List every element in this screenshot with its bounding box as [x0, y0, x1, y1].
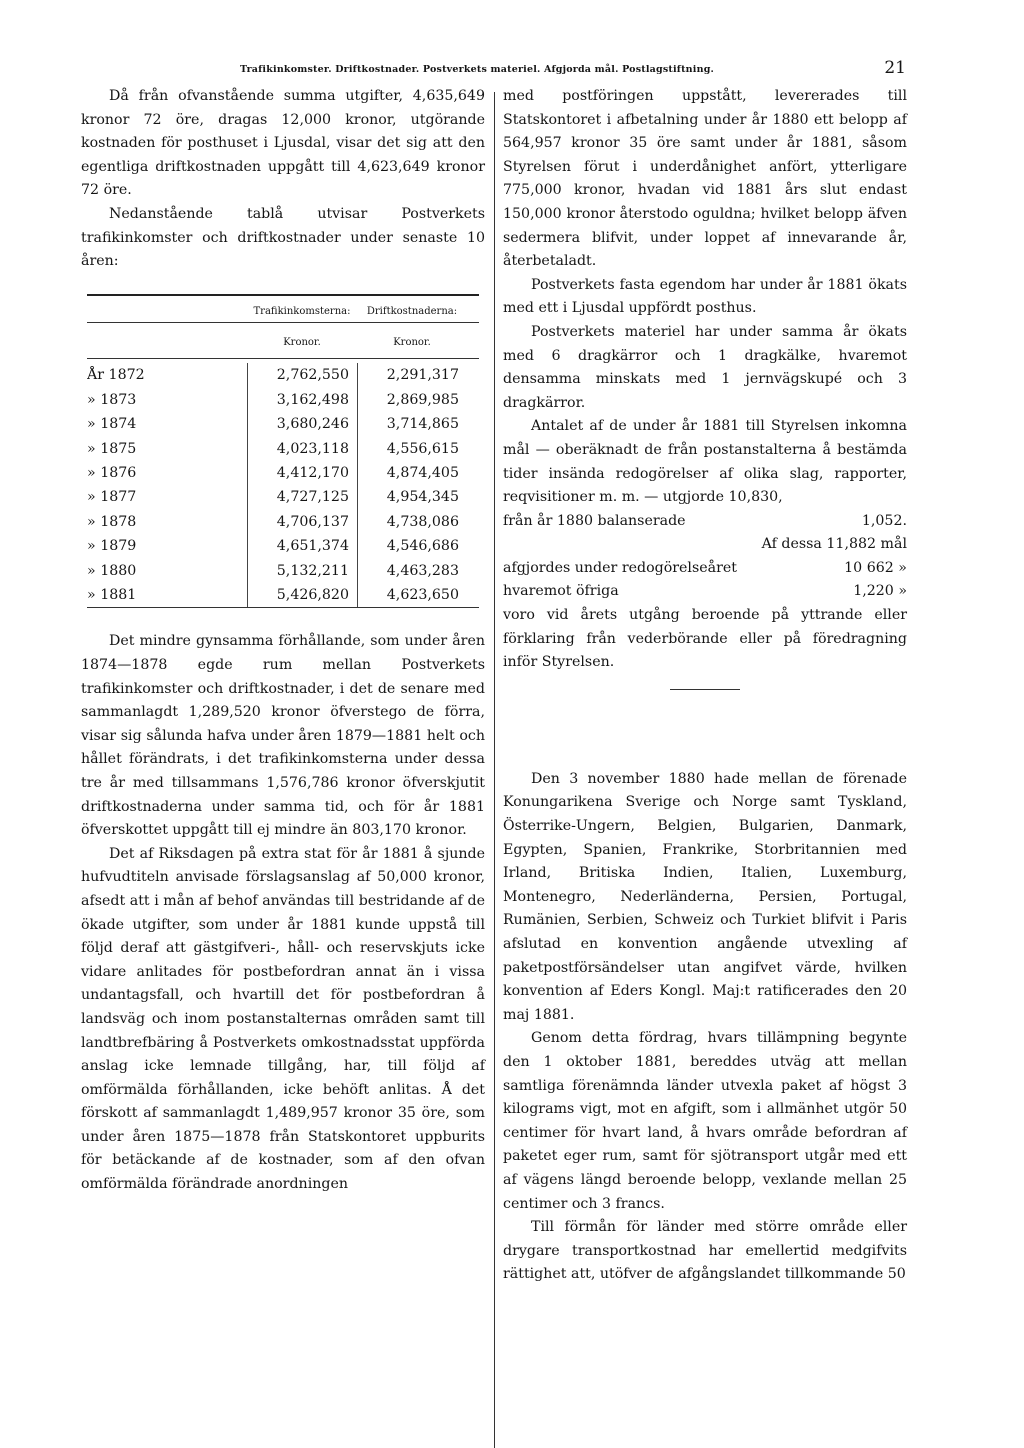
ledger-value: 1,052. [861, 512, 907, 529]
row-income: 4,023,118 [247, 437, 357, 461]
table-row [87, 461, 479, 485]
income-cost-table [87, 294, 479, 609]
row-income: 2,762,550 [247, 363, 357, 387]
row-cost: 4,874,405 [357, 461, 467, 485]
ledger-value: 10 662 » [844, 559, 907, 576]
table-row [87, 437, 479, 461]
row-year: » 1878 [87, 513, 137, 530]
row-cost: 4,546,686 [357, 534, 467, 558]
row-year: År 1872 [87, 367, 145, 384]
paragraph: Det mindre gynsamma förhållande, som under åren 1874—1878 egde rum mellan Postverkets trafikinkomster och driftkostnader, i det de senare med sammanlagdt 1,289,520 kronor öfverstego de förra, visar sig sålunda hafva under åren 1879—1881 helt och hållet förändrats, i det trafikinkomsterna under dessa tre år med tillsammans 1,576,786 kronor öfverskjutit driftkostnaderna under samma tid, och för år 1881 öfverskottet uppgått till ej mindre än 803,170 kronor. [81, 633, 485, 839]
table-body [87, 363, 479, 607]
table-row [87, 485, 479, 509]
paragraph: med postföringen uppstått, levererades till Statskontoret i afbetalning under år 1880 ett belopp af 564,957 kronor 35 öre samt under år 1881, såsom Styrelsen förut i underdånighet anfört, ytterligare 775,000 kronor, hvadan vid 1881 års slut endast 150,000 kronor återstodo oguldna; hvilket belopp äfven sedermera blifvit, under loppet af innevarande år, återbetaladt. [503, 88, 907, 270]
row-cost: 4,623,650 [357, 583, 467, 607]
paragraph: Genom detta fördrag, hvars tillämpning begynte den 1 oktober 1881, bereddes utväg att mellan samtliga förenämnda länder utvexla paket af högst 3 kilograms vigt, mot en afgift, som i allmänhet utgör 50 centimer för hvart land, å hvars område befordran af paketet eger rum, samt för sjötransport utgår med ett af vägens längd beroende belopp, vexlande mellan 25 centimer och 3 francs. [503, 1030, 907, 1212]
column-header-cost: Driftkostnaderna: [366, 305, 458, 317]
ledger-line [503, 533, 907, 557]
paragraph: Då från ofvanstående summa utgifter, 4,635,649 kronor 72 öre, dragas 12,000 kronor, utgörande kostnaden för posthuset i Ljusdal, visar det sig att den egentliga driftkostnaden uppgått till 4,623,649 kronor 72 öre. [81, 88, 485, 199]
row-income: 3,680,246 [247, 412, 357, 436]
row-cost: 2,869,985 [357, 388, 467, 412]
row-year: » 1879 [87, 538, 137, 555]
ledger-label: afgjordes under redogörelseåret [503, 559, 737, 576]
table-header [87, 296, 479, 323]
row-year: » 1877 [87, 489, 137, 506]
table-row [87, 412, 479, 436]
table-units [87, 323, 479, 360]
table-row [87, 510, 479, 534]
ledger-line [503, 510, 907, 534]
row-year: » 1881 [87, 587, 137, 603]
table-row [87, 534, 479, 558]
unit-cost: Kronor. [393, 336, 431, 348]
right-column [503, 85, 907, 1287]
row-year: » 1875 [87, 440, 137, 457]
paragraph: Antalet af de under år 1881 till Styrelsen inkomna mål — oberäknadt de från postanstalterna å bestämda tider insända redogörelser af olika slag, rapporter, reqvisitioner m. m. — utgjorde 10,830, [503, 418, 907, 506]
paragraph: Postverkets materiel har under samma år ökats med 6 dragkärror och 1 dragkälke, hvaremot densamma minskats med 1 jernvägskupé och 3 dragkärror. [503, 323, 907, 411]
unit-income: Kronor. [283, 336, 321, 348]
left-column [81, 85, 485, 1197]
column-header-income: Trafikinkomsterna: [253, 305, 351, 317]
row-year: » 1876 [87, 464, 137, 481]
paragraph: Det af Riksdagen på extra stat för år 1881 å sjunde hufvudtiteln anvisade förslagsanslag af 50,000 kronor, afsedt att i mån af behof användas till bestridande af de ökade utgifter, som under år 1881 kunde uppstå till följd deraf att gästgifveri-, håll- och reservskjuts icke vidare anlitades för postbefordran annat än i vissa undantagsfall, och hvartill det för postbefordran å landsväg och inom postanstalternas områden samt till landtbrefbäring å Postverkets omkostnadsstat uppförda anslag icke lemnade tillgång, har, till följd af omförmälda förhållanden, icke behöft anlitas. Å det förskott af sammanlagdt 1,489,957 kronor 35 öre, som under åren 1875—1878 från Statskontoret uppburits för betäckande af de kostnader, som af den ofvan omförmälda förändrade anordningen [81, 845, 485, 1193]
row-cost: 4,556,615 [357, 437, 467, 461]
table-row [87, 559, 479, 583]
paragraph: Postverkets fasta egendom har under år 1881 ökats med ett i Ljusdal uppfördt posthus. [503, 276, 907, 317]
row-income: 5,426,820 [247, 583, 357, 607]
row-income: 4,412,170 [247, 461, 357, 485]
row-cost: 3,714,865 [357, 412, 467, 436]
section-separator [670, 689, 740, 690]
row-income: 3,162,498 [247, 388, 357, 412]
page-number: 21 [884, 58, 906, 78]
running-header: Trafikinkomster. Driftkostnader. Postverkets materiel. Afgjorda mål. Postlagstiftning. [240, 64, 715, 75]
row-cost: 4,954,345 [357, 485, 467, 509]
row-cost: 4,738,086 [357, 510, 467, 534]
row-income: 4,727,125 [247, 485, 357, 509]
row-cost: 2,291,317 [357, 363, 467, 387]
row-income: 5,132,211 [247, 559, 357, 583]
row-year: » 1873 [87, 391, 137, 408]
table-row [87, 363, 479, 387]
paragraph: Den 3 november 1880 hade mellan de förenade Konungarikena Sverige och Norge samt Tyskland, Österrike-Ungern, Belgien, Bulgarien, Danmark, Egypten, Spanien, Frankrike, Storbritannien med Irland, Britiska Indien, Italien, Luxemburg, Montenegro, Nederländerna, Persien, Portugal, Rumänien, Serbien, Schweiz och Turkiet blifvit i Paris afslutad en konvention angående utvexling af paketpostförsändelser utan angifvet värde, hvilken konvention af Eders Kongl. Maj:t ratificerades den 20 maj 1881. [503, 770, 907, 1023]
row-cost: 4,463,283 [357, 559, 467, 583]
ledger-label: hvaremot öfriga [503, 583, 619, 600]
paragraph: voro vid årets utgång beroende på yttrande eller förklaring från vederbörande eller på föredragning inför Styrelsen. [503, 607, 907, 671]
row-income: 4,706,137 [247, 510, 357, 534]
table-row [87, 388, 479, 412]
ledger-total: Af dessa 11,882 mål [761, 536, 907, 553]
row-year: » 1880 [87, 562, 137, 579]
ledger-line [503, 557, 907, 581]
row-income: 4,651,374 [247, 534, 357, 558]
ledger-value: 1,220 » [853, 583, 907, 600]
paragraph: Till förmån för länder med större område eller drygare transportkostnad har emellertid medgifvits rättighet att, utöfver de afgångslandet tillkommande 50 [503, 1219, 907, 1283]
ledger-line [503, 580, 907, 604]
table-row [87, 583, 479, 607]
column-divider [494, 92, 495, 1448]
paragraph: Nedanstående tablå utvisar Postverkets trafikinkomster och driftkostnader under senaste 10 åren: [81, 205, 485, 270]
row-year: » 1874 [87, 416, 137, 433]
ledger-label: från år 1880 balanserade [503, 512, 686, 529]
